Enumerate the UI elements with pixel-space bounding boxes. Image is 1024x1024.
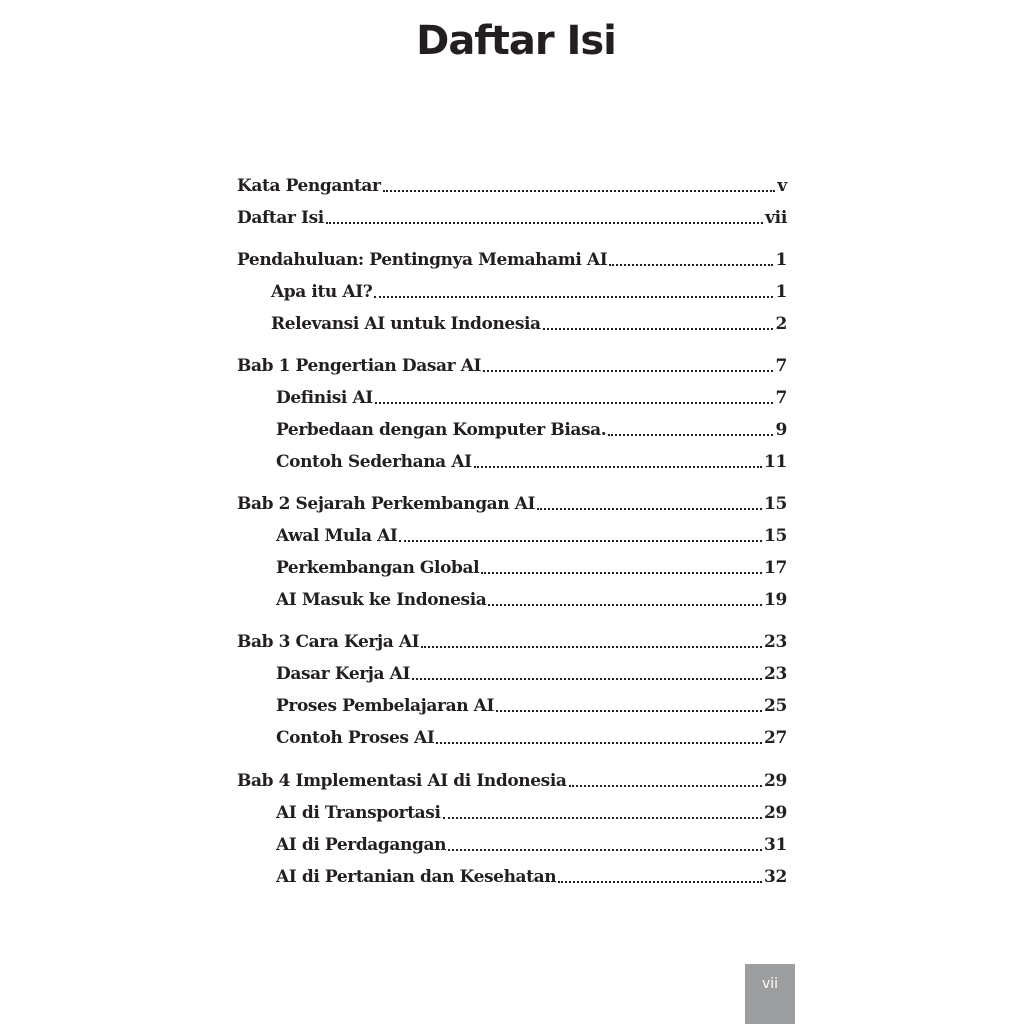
dot-leader xyxy=(488,589,762,611)
toc-entry-page-number: 23 xyxy=(763,632,787,652)
toc-entry-page-number: 15 xyxy=(763,494,787,514)
toc-entry-page-number: 7 xyxy=(775,356,787,376)
toc-entry-ai-pertanian-kesehatan[interactable] xyxy=(276,864,787,888)
dot-leader xyxy=(608,419,773,441)
toc-entry-label: Awal Mula AI xyxy=(276,526,398,546)
toc-entry-page-number: 17 xyxy=(763,558,787,578)
page-number: vii xyxy=(761,976,779,992)
toc-entry-page-number: 1 xyxy=(775,250,787,270)
toc-entry-apa-itu-ai[interactable] xyxy=(271,279,787,303)
toc-entry-label: Bab 2 Sejarah Perkembangan AI xyxy=(237,494,536,514)
toc-entry-page-number: 1 xyxy=(775,282,787,302)
toc-entry-bab-3[interactable] xyxy=(237,629,787,653)
toc-entry-label: Apa itu AI? xyxy=(271,282,373,302)
toc-entry-perkembangan-global[interactable] xyxy=(276,555,787,579)
toc-entry-page-number: 11 xyxy=(763,452,787,472)
toc-entry-label: AI di Perdagangan xyxy=(276,835,447,855)
page-title: Daftar Isi xyxy=(416,18,616,64)
dot-leader xyxy=(474,451,762,473)
toc-entry-label: Perkembangan Global xyxy=(276,558,480,578)
toc-entry-bab-2[interactable] xyxy=(237,491,787,515)
toc-entry-label: AI di Pertanian dan Kesehatan xyxy=(276,867,557,887)
toc-entry-relevansi-ai[interactable] xyxy=(271,311,787,335)
dot-leader xyxy=(481,557,762,579)
dot-leader xyxy=(412,663,762,685)
toc-entry-page-number: 19 xyxy=(763,590,787,610)
toc-entry-kata-pengantar[interactable] xyxy=(237,173,787,197)
toc-entry-dasar-kerja[interactable] xyxy=(276,661,787,685)
toc-entry-page-number: 31 xyxy=(763,835,787,855)
dot-leader xyxy=(374,281,773,303)
toc-entry-label: Contoh Proses AI xyxy=(276,728,435,748)
dot-leader xyxy=(448,834,762,856)
toc-entry-bab-1[interactable] xyxy=(237,353,787,377)
toc-entry-label: Bab 4 Implementasi AI di Indonesia xyxy=(237,771,567,791)
toc-entry-perbedaan[interactable] xyxy=(276,417,787,441)
dot-leader xyxy=(375,387,774,409)
toc-entry-label: Relevansi AI untuk Indonesia xyxy=(271,314,541,334)
toc-entry-label: Pendahuluan: Pentingnya Memahami AI xyxy=(237,250,608,270)
toc-entry-page-number: 23 xyxy=(763,664,787,684)
dot-leader xyxy=(609,249,773,271)
toc-entry-pendahuluan[interactable] xyxy=(237,247,787,271)
toc-entry-definisi-ai[interactable] xyxy=(276,385,787,409)
toc-entry-daftar-isi[interactable] xyxy=(237,205,787,229)
toc-entry-page-number: 15 xyxy=(763,526,787,546)
dot-leader xyxy=(421,631,762,653)
dot-leader xyxy=(399,525,761,547)
toc-entry-label: AI di Transportasi xyxy=(276,803,441,823)
page-number-tab xyxy=(745,964,795,1024)
toc-entry-label: Contoh Sederhana AI xyxy=(276,452,472,472)
toc-entry-awal-mula[interactable] xyxy=(276,523,787,547)
toc-entry-label: Definisi AI xyxy=(276,388,373,408)
toc-entry-page-number: 2 xyxy=(775,314,787,334)
toc-entry-page-number: 27 xyxy=(763,728,787,748)
toc-entry-label: Bab 3 Cara Kerja AI xyxy=(237,632,420,652)
dot-leader xyxy=(483,355,773,377)
toc-entry-page-number: 7 xyxy=(775,388,787,408)
dot-leader xyxy=(443,802,762,824)
toc-entry-ai-masuk-indonesia[interactable] xyxy=(276,587,787,611)
toc-entry-contoh-proses[interactable] xyxy=(276,725,787,749)
toc-entry-proses-pembelajaran[interactable] xyxy=(276,693,787,717)
toc-entry-page-number: vii xyxy=(765,208,787,228)
toc-entry-label: Dasar Kerja AI xyxy=(276,664,411,684)
dot-leader xyxy=(436,727,762,749)
toc-entry-label: Perbedaan dengan Komputer Biasa. xyxy=(276,420,607,440)
dot-leader xyxy=(569,770,762,792)
toc-entry-label: Bab 1 Pengertian Dasar AI xyxy=(237,356,482,376)
toc-entry-page-number: v xyxy=(777,176,787,196)
toc-entry-label: Proses Pembelajaran AI xyxy=(276,696,495,716)
toc-entry-label: Daftar Isi xyxy=(237,208,324,228)
toc-entry-page-number: 29 xyxy=(763,803,787,823)
toc-entry-label: AI Masuk ke Indonesia xyxy=(276,590,487,610)
dot-leader xyxy=(543,313,774,335)
dot-leader xyxy=(537,493,762,515)
toc-entry-page-number: 25 xyxy=(763,696,787,716)
toc-entry-page-number: 29 xyxy=(763,771,787,791)
toc-entry-contoh-sederhana[interactable] xyxy=(276,449,787,473)
toc-entry-ai-perdagangan[interactable] xyxy=(276,832,787,856)
toc-entry-bab-4[interactable] xyxy=(237,768,787,792)
dot-leader xyxy=(326,207,763,229)
dot-leader xyxy=(383,175,776,197)
toc-entry-page-number: 32 xyxy=(763,867,787,887)
toc-entry-page-number: 9 xyxy=(775,420,787,440)
dot-leader xyxy=(496,695,762,717)
toc-entry-label: Kata Pengantar xyxy=(237,176,381,196)
toc-entry-ai-transportasi[interactable] xyxy=(276,800,787,824)
dot-leader xyxy=(558,866,762,888)
